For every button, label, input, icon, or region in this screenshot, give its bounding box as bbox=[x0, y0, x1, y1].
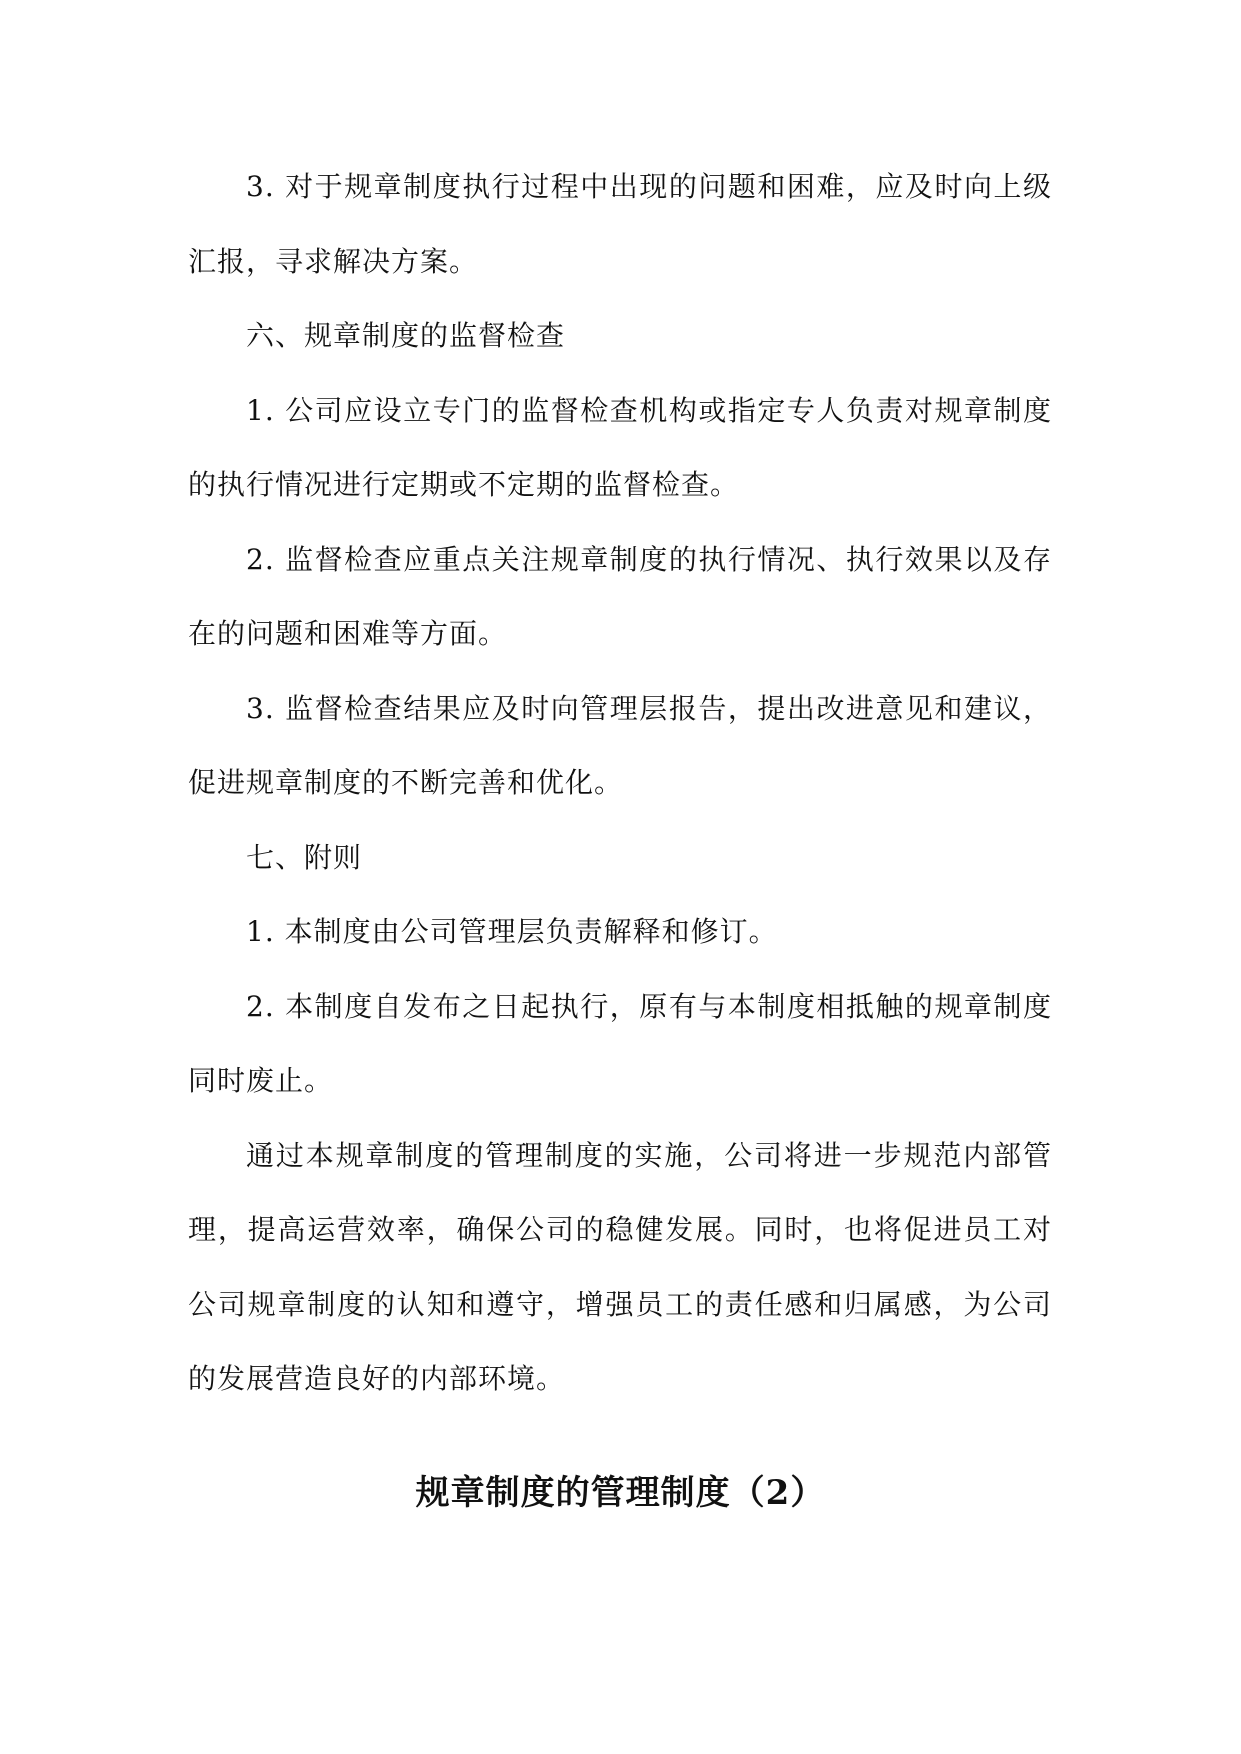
section-heading-supervision: 六、规章制度的监督检查 bbox=[246, 319, 566, 352]
paragraph-conclusion: 通过本规章制度的管理制度的实施，公司将进一步规范内部管理，提高运营效率，确保公司的稳健发展。同时，也将促进员工对公司规章制度的认知和遵守，增强员工的责任感和归属感，为公司的发展营造良好的内部环境。 bbox=[188, 1138, 1052, 1395]
section-heading-appendix: 七、附则 bbox=[246, 840, 363, 874]
paragraph-item-3-results: 3. 监督检查结果应及时向管理层报告，提出改进意见和建议，促进规章制度的不断完善和优化。 bbox=[188, 691, 1052, 799]
paragraph-item-1-supervision-body: 1. 公司应设立专门的监督检查机构或指定专人负责对规章制度的执行情况进行定期或不定期的监督检查。 bbox=[188, 393, 1052, 501]
paragraph-item-1-interpretation: 1. 本制度由公司管理层负责解释和修订。 bbox=[246, 915, 778, 948]
paragraph-item-3-report: 3. 对于规章制度执行过程中出现的问题和困难，应及时向上级汇报，寻求解决方案。 bbox=[188, 170, 1052, 278]
paragraph-item-2-effective: 2. 本制度自发布之日起执行，原有与本制度相抵触的规章制度同时废止。 bbox=[188, 989, 1052, 1097]
paragraph-item-2-focus: 2. 监督检查应重点关注规章制度的执行情况、执行效果以及存在的问题和困难等方面。 bbox=[188, 542, 1052, 650]
document-title-part-2: 规章制度的管理制度（2） bbox=[415, 1473, 826, 1513]
document-body bbox=[188, 150, 1052, 1417]
